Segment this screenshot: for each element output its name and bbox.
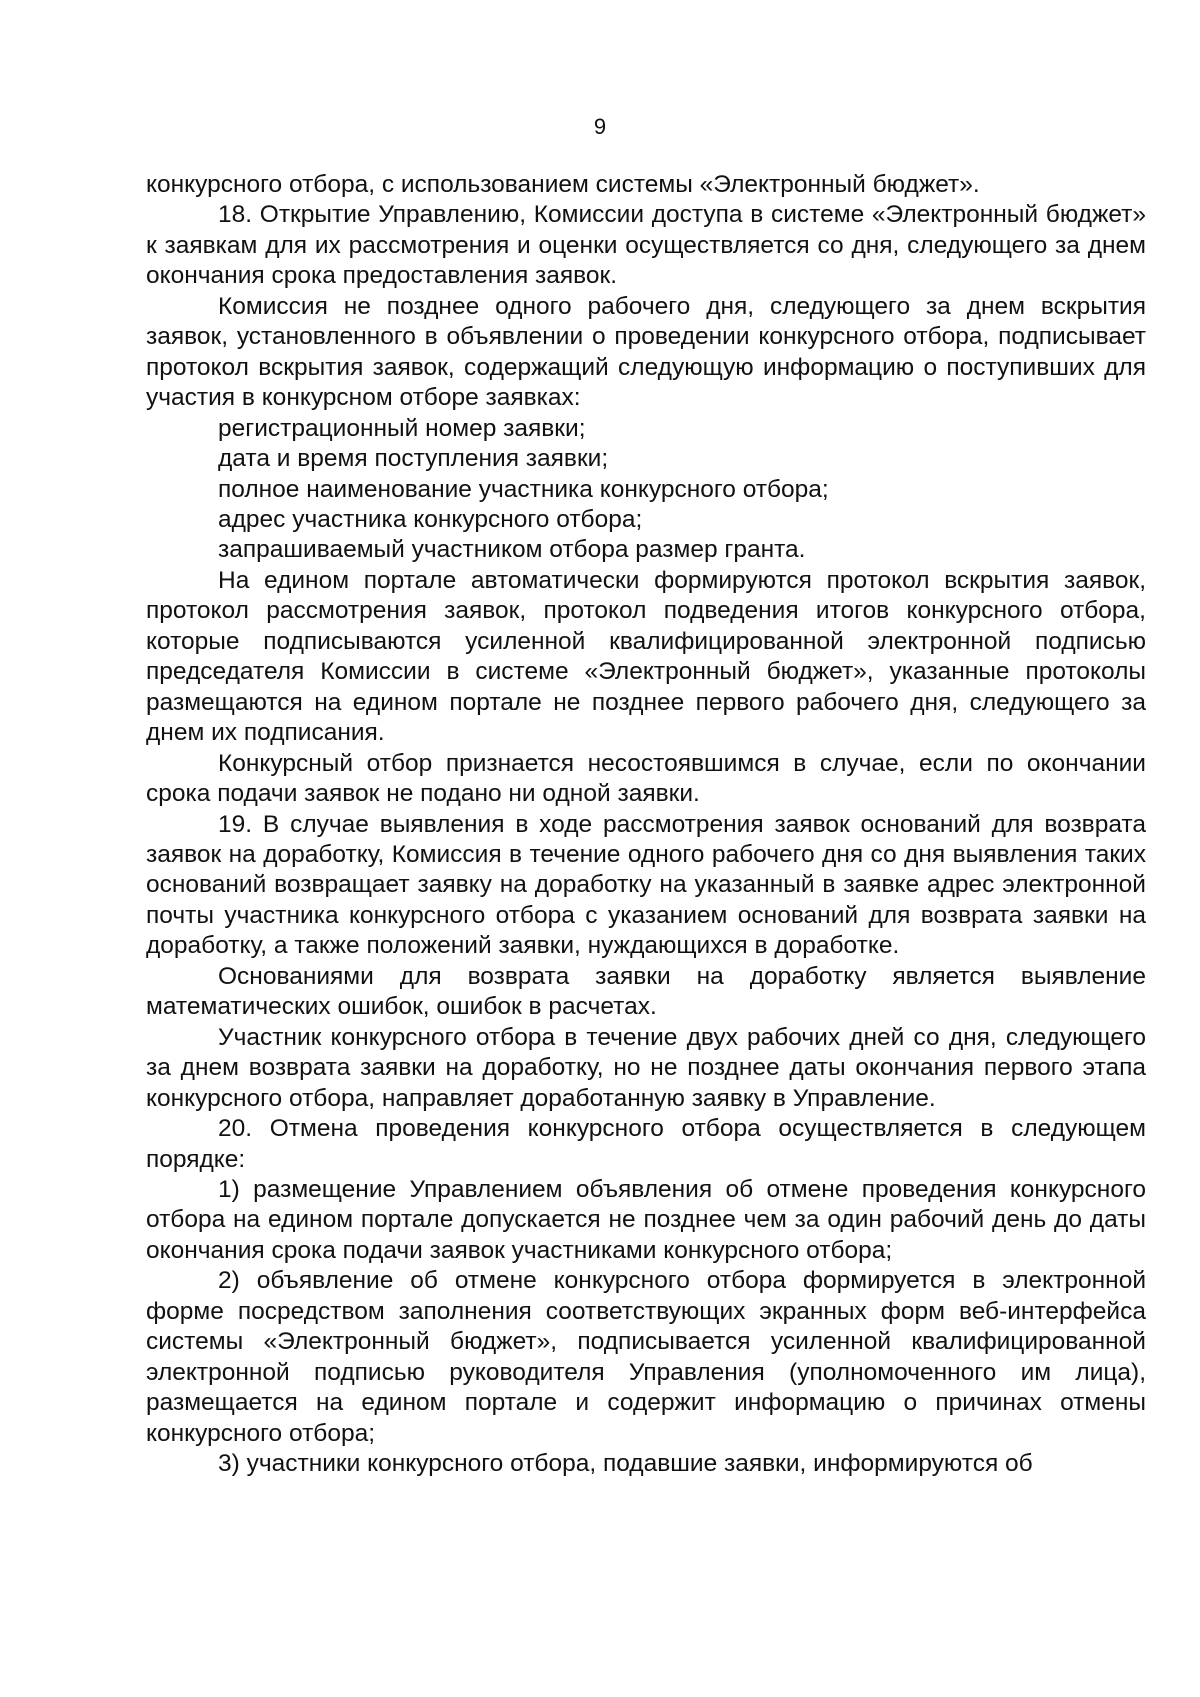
paragraph: Комиссия не позднее одного рабочего дня, следующего за днем вскрытия заявок, установленного в объявлении о проведении конкурсного отбора, подписывает протокол вскрытия заявок, содержащий следующую информацию о поступивших для участия в конкурсном отборе заявках: [146, 292, 1146, 412]
page-number: 9 [593, 114, 607, 139]
paragraph: 2) объявление об отмене конкурсного отбора формируется в электронной форме посредством заполнения соответствующих экранных форм веб-интерфейса системы «Электронный бюджет», подписывается усиленной квалифицированной электронной подписью руководителя Управления (уполномоченного им лица), размещается на едином портале и содержит информацию о причинах отмены конкурсного отбора; [146, 1267, 1146, 1447]
document-body [146, 170, 1146, 1479]
paragraph: конкурсного отбора, с использованием системы «Электронный бюджет». [146, 171, 980, 198]
paragraph: 1) размещение Управлением объявления об отмене проведения конкурсного отбора на едином портале допускается не позднее чем за один рабочий день до даты окончания срока подачи заявок участниками конкурсного отбора; [146, 1175, 1146, 1264]
paragraph: На едином портале автоматически формируются протокол вскрытия заявок, протокол рассмотрения заявок, протокол подведения итогов конкурсного отбора, которые подписываются усиленной квалифицированной электронной подписью председателя Комиссии в системе «Электронный бюджет», указанные протоколы размещаются на едином портале не позднее первого рабочего дня, следующего за днем их подписания. [146, 566, 1146, 747]
paragraph: запрашиваемый участником отбора размер гранта. [218, 536, 806, 564]
paragraph: Основаниями для возврата заявки на доработку является выявление математических ошибок, ошибок в расчетах. [146, 962, 1146, 1021]
paragraph: полное наименование участника конкурсного отбора; [218, 475, 829, 503]
paragraph: дата и время поступления заявки; [218, 445, 609, 473]
paragraph: 19. В случае выявления в ходе рассмотрения заявок оснований для возврата заявок на доработку, Комиссия в течение одного рабочего дня со дня выявления таких оснований возвращает заявку на доработку на указанный в заявке адрес электронной почты участника конкурсного отбора с указанием оснований для возврата заявки на доработку, а также положений заявки, нуждающихся в доработке. [146, 810, 1146, 960]
paragraph: Участник конкурсного отбора в течение двух рабочих дней со дня, следующего за днем возврата заявки на доработку, но не позднее даты окончания первого этапа конкурсного отбора, направляет доработанную заявку в Управление. [146, 1023, 1146, 1112]
paragraph: 3) участники конкурсного отбора, подавшие заявки, информируются об [218, 1450, 1033, 1478]
paragraph: адрес участника конкурсного отбора; [218, 505, 643, 533]
paragraph: регистрационный номер заявки; [218, 414, 586, 442]
paragraph: 18. Открытие Управлению, Комиссии доступа в системе «Электронный бюджет» к заявкам для их рассмотрения и оценки осуществляется со дня, следующего за днем окончания срока предоставления заявок. [146, 201, 1146, 290]
paragraph: 20. Отмена проведения конкурсного отбора осуществляется в следующем порядке: [146, 1115, 1146, 1173]
paragraph: Конкурсный отбор признается несостоявшимся в случае, если по окончании срока подачи заявок не подано ни одной заявки. [146, 749, 1146, 808]
